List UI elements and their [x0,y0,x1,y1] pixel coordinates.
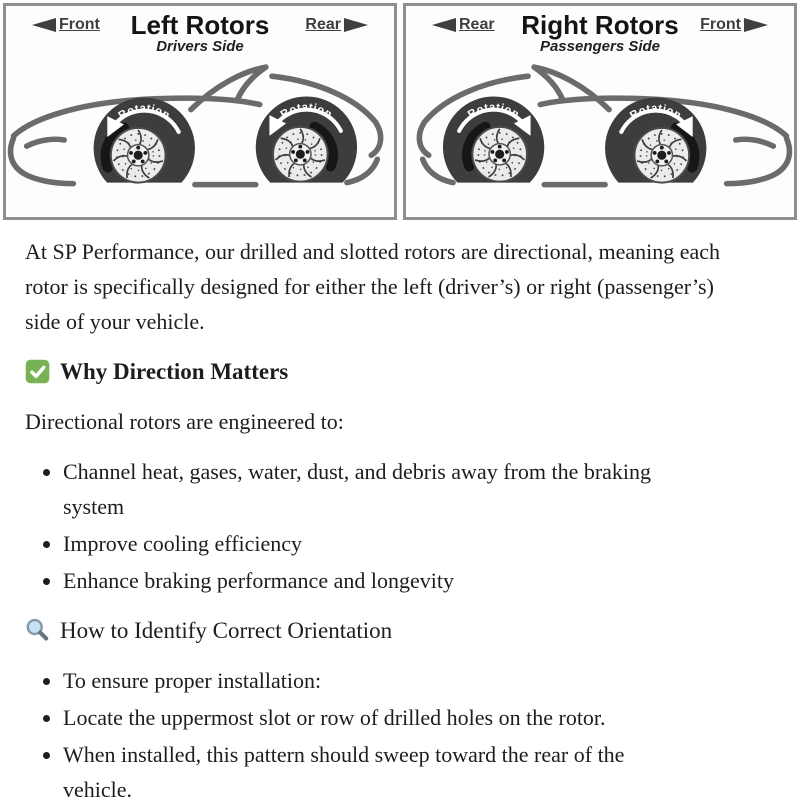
rotor-direction-diagram [3,3,797,220]
rotation-label: Rotation [465,101,522,122]
right-rotors-panel [403,3,797,220]
panel-subtitle: Drivers Side [156,38,244,55]
car-side-view-left-illustration [6,61,394,213]
why-direction-bullet-list [25,454,695,598]
panel-subtitle: Passengers Side [539,38,661,55]
front-direction-label: Front [32,16,100,34]
check-mark-button-icon [25,359,50,384]
arrow-right-icon [344,18,368,32]
left-rotors-panel [3,3,397,220]
rotation-label: Rotation [116,102,173,123]
panel-title: Left Rotors [130,10,270,40]
right-panel-header [406,6,794,62]
panel-title: Right Rotors [521,10,679,40]
orientation-bullet-list [25,663,695,807]
left-panel-header [6,6,394,62]
list-item: • Improve cooling efficiency [63,526,695,561]
section-heading-text: How to Identify Correct Orientation [60,618,393,643]
car-side-view-right-illustration [406,61,794,213]
section-heading-text: Why Direction Matters [60,359,289,384]
article-body [0,234,800,807]
rear-direction-label: Rear [305,16,368,34]
intro-paragraph: At SP Performance, our drilled and slotted rotors are directional, meaning each rotor is specifically designed for either the left (driver’s) or right (passenger’s) side of your vehicle. [25,239,721,334]
list-item: • Channel heat, gases, water, dust, and debris away from the braking system [63,454,695,524]
magnifying-glass-icon [25,618,50,643]
arrow-left-icon [32,18,56,32]
arrow-right-icon [744,18,768,32]
arrow-left-icon [432,18,456,32]
list-item: • Locate the uppermost slot or row of drilled holes on the rotor. [63,700,695,735]
list-item: • To ensure proper installation: [63,663,695,698]
front-direction-label: Front [700,16,768,34]
rotation-label: Rotation [627,102,684,123]
lead-paragraph: Directional rotors are engineered to: [25,409,344,434]
section-heading-how-to-identify [25,613,775,648]
rear-direction-label: Rear [432,16,495,34]
list-item: • When installed, this pattern should sweep toward the rear of the vehicle. [63,737,695,807]
rotation-label: Rotation [278,101,335,122]
list-item: • Enhance braking performance and longevity [63,563,695,598]
section-heading-why-direction-matters [25,354,775,389]
